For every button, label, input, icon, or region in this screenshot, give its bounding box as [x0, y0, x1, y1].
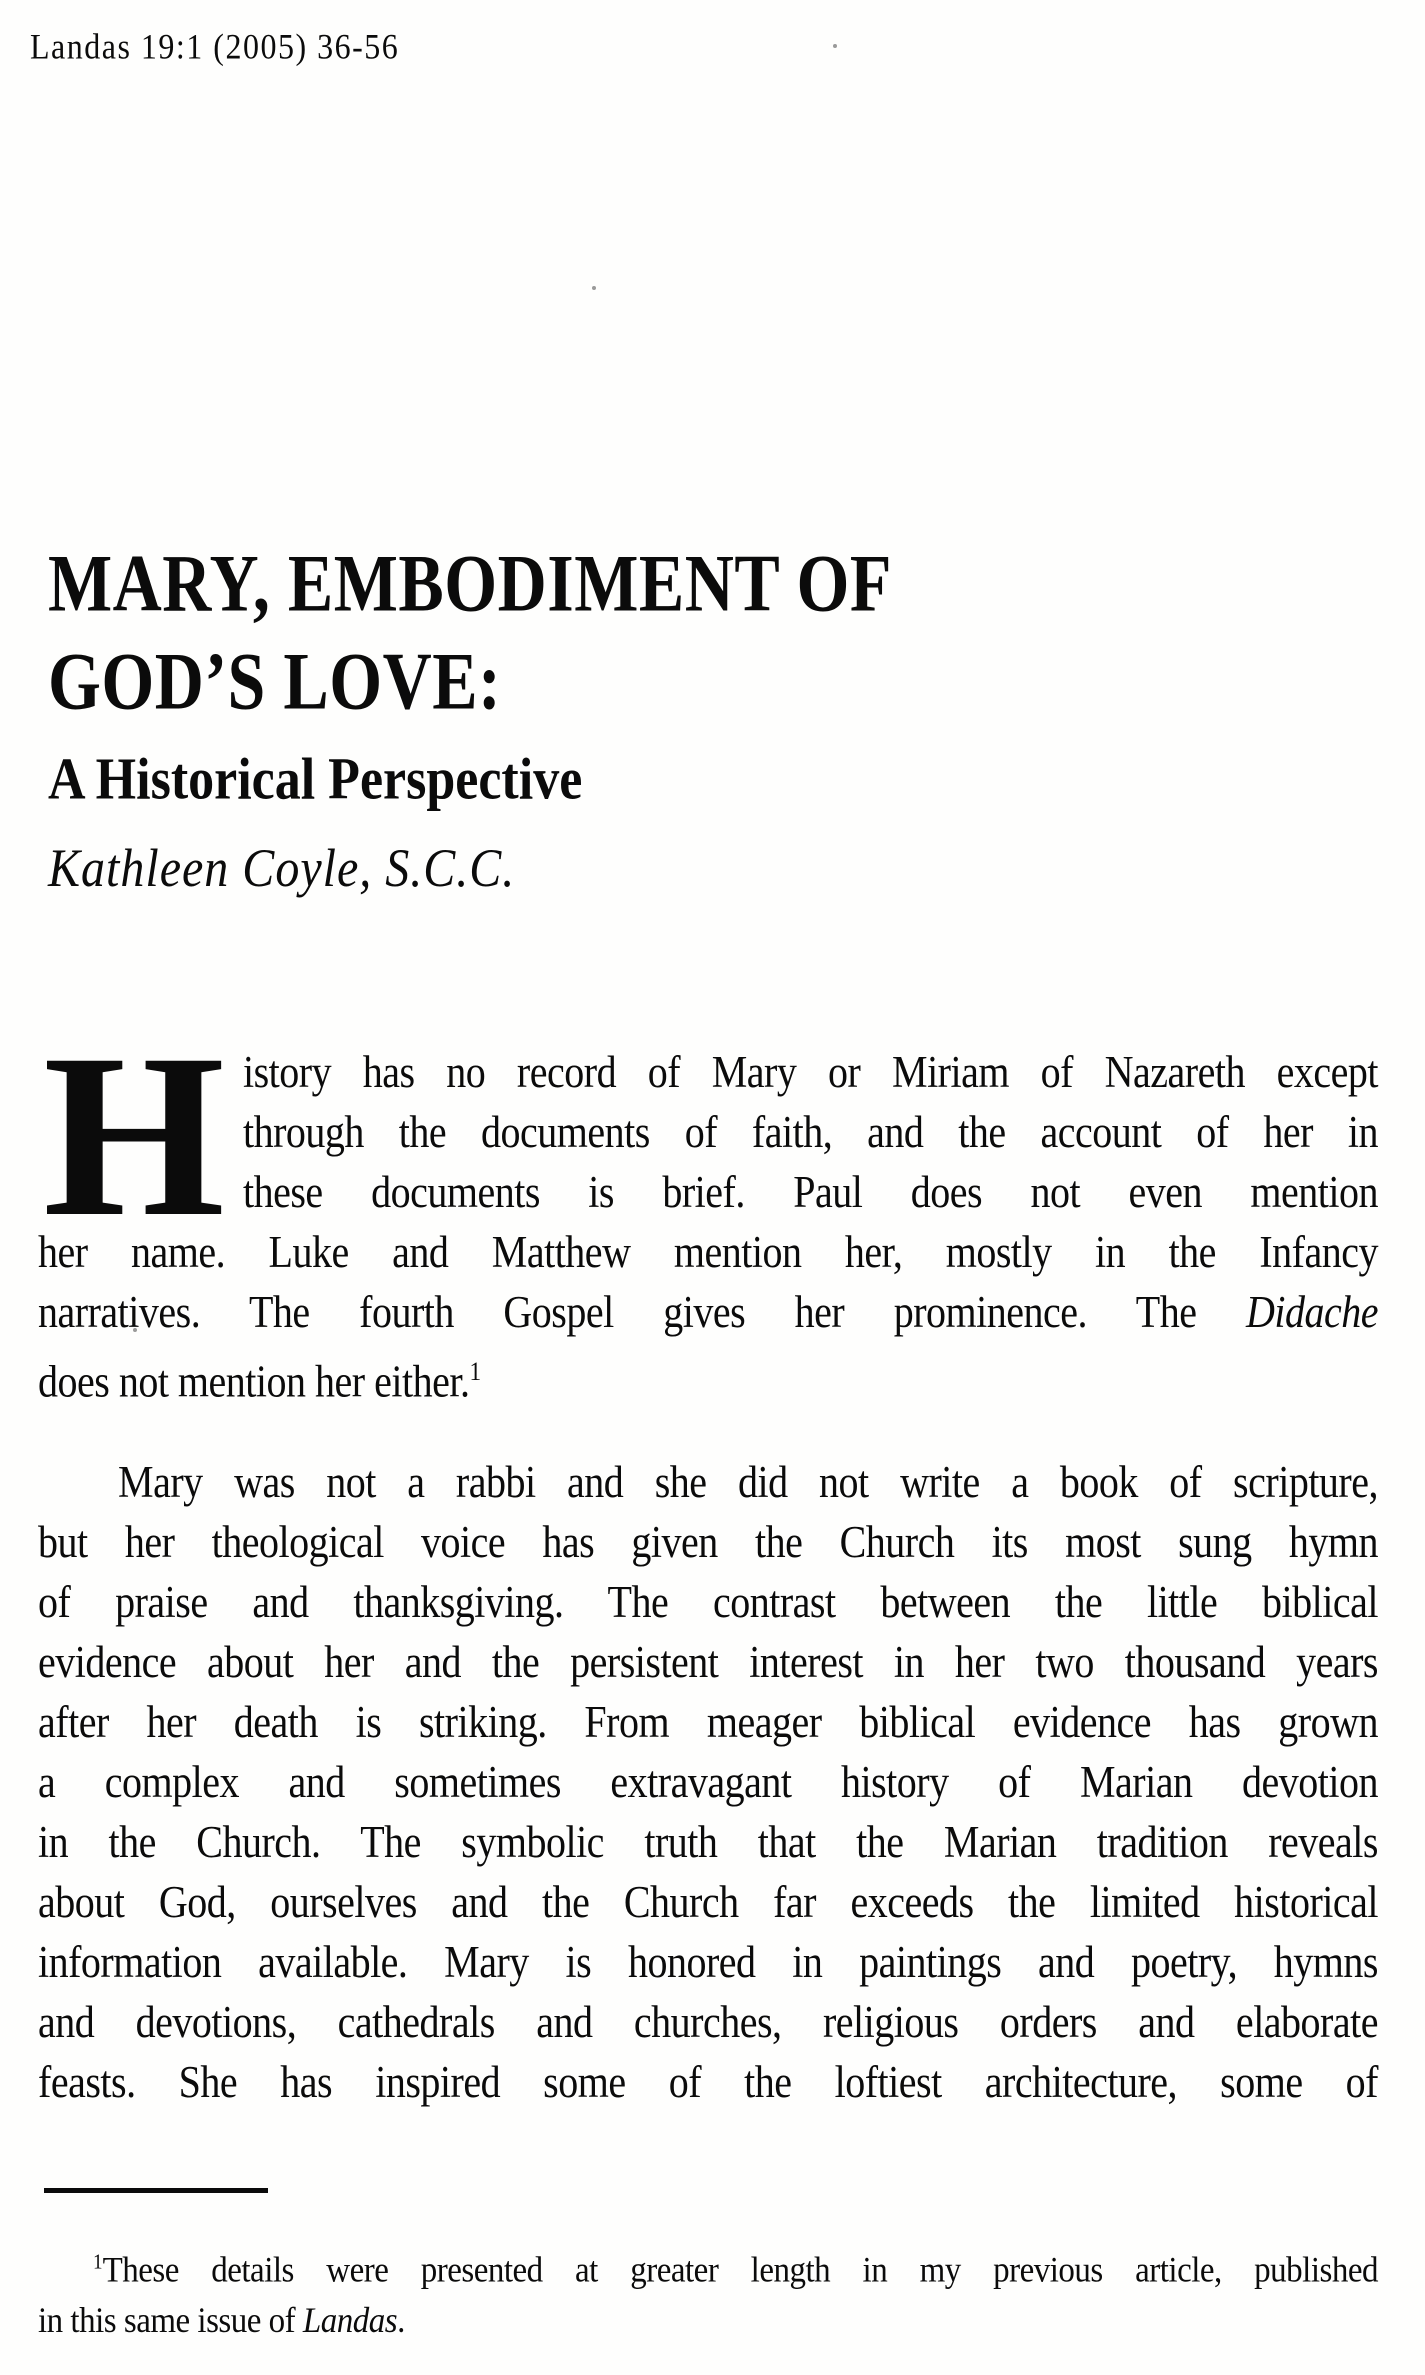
article-title-line-2: GOD’S LOVE:: [48, 635, 502, 727]
text-line: a complex and sometimes extravagant history of Marian devotion: [38, 1755, 1378, 1808]
drop-cap: H: [43, 1005, 226, 1265]
text-line: in this same issue of Landas.: [38, 2301, 405, 2341]
text-line: but her theological voice has given the Church its most sung hymn: [38, 1515, 1378, 1568]
article-title-line-1: MARY, EMBODIMENT OF: [48, 537, 892, 629]
text-line: does not mention her either.$^1$: [38, 1355, 482, 1407]
text-line: after her death is striking. From meager biblical evidence has grown: [38, 1695, 1378, 1748]
text-line: of praise and thanksgiving. The contrast between the little biblical: [38, 1575, 1378, 1628]
text-line: Mary was not a rabbi and she did not write a book of scripture,: [118, 1455, 1378, 1508]
body-paragraph-1: [38, 1005, 1378, 1407]
text-line: these documents is brief. Paul does not even mention: [243, 1165, 1378, 1218]
text-line: in the Church. The symbolic truth that the Marian tradition reveals: [38, 1815, 1378, 1868]
scan-speck: [833, 44, 837, 48]
text-line: narratives. The fourth Gospel gives her prominence. The Didache: [38, 1285, 1378, 1338]
body-paragraph-2: [38, 1452, 1378, 2112]
journal-citation: Landas 19:1 (2005) 36-56: [30, 26, 400, 67]
footnote: [38, 2234, 1378, 2350]
text-line: information available. Mary is honored in paintings and poetry, hymns: [38, 1935, 1378, 1988]
text-line: $^1$These details were presented at greater length in my previous article, published: [93, 2250, 1378, 2291]
author-name: Kathleen Coyle, S.C.C.: [48, 839, 516, 899]
footnote-separator-rule: [44, 2188, 268, 2193]
text-line: evidence about her and the persistent interest in her two thousand years: [38, 1635, 1378, 1688]
text-line: about God, ourselves and the Church far exceeds the limited historical: [38, 1875, 1378, 1928]
text-line: her name. Luke and Matthew mention her, mostly in the Infancy: [38, 1225, 1378, 1278]
article-title-block: [48, 534, 1248, 816]
text-line: and devotions, cathedrals and churches, religious orders and elaborate: [38, 1995, 1378, 2048]
text-line: feasts. She has inspired some of the loftiest architecture, some of: [38, 2055, 1378, 2108]
article-subtitle: A Historical Perspective: [48, 746, 583, 813]
scan-speck: [592, 286, 596, 290]
text-line: through the documents of faith, and the account of her in: [243, 1105, 1378, 1158]
text-line: istory has no record of Mary or Miriam of Nazareth except: [243, 1045, 1378, 1098]
article-body: [38, 1005, 1378, 2112]
